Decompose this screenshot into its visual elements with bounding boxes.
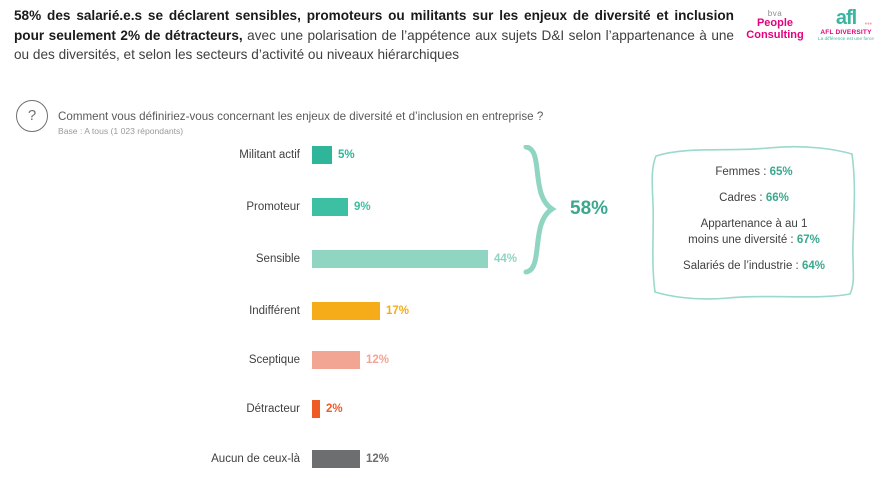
chart-row: [0, 398, 560, 428]
headline-bold: 58% des salarié.e.s se déclarent sensibles, promoteurs ou militants sur les enjeux de diversité et inclusion pour seulement 2% de détracteurs,: [14, 8, 734, 43]
afl-logo-mark: afl: [835, 7, 857, 29]
bar-chart: [0, 140, 560, 475]
afl-logo-name: AFL DIVERSITY: [820, 29, 872, 36]
chart-row: [0, 349, 560, 379]
callout-item: [648, 260, 860, 272]
bva-logo-consulting: Consulting: [746, 28, 804, 41]
brace-icon: [518, 145, 564, 275]
chart-row: [0, 300, 560, 330]
callout-item: [648, 192, 860, 204]
bar-category-label: Militant actif: [239, 149, 300, 161]
callout-item-label: moins une diversité :: [688, 234, 794, 246]
callout-item: [648, 234, 860, 246]
bar-category-label: Sceptique: [248, 354, 300, 366]
afl-logo-dots-icon: •••: [864, 21, 872, 28]
bar-rect: [312, 450, 360, 468]
bar-rect: [312, 146, 332, 164]
afl-diversity-logo: [818, 8, 874, 41]
base-text: Base : A tous (1 023 répondants): [58, 126, 184, 136]
bar-rect: [312, 250, 488, 268]
page-title: [14, 6, 734, 65]
chart-row: [0, 448, 560, 478]
bar-value-label: 5%: [338, 149, 355, 161]
callout-item-label: Femmes :: [715, 166, 767, 178]
header: [0, 0, 883, 92]
chart-row: [0, 196, 560, 226]
callout-item: [648, 218, 860, 230]
bar-rect: [312, 400, 320, 418]
bar-category-label: Promoteur: [246, 201, 300, 213]
bar-value-label: 17%: [386, 305, 410, 317]
callout-item: [648, 166, 860, 178]
bva-logo: [745, 10, 805, 41]
callout-item-label: Salariés de l’industrie :: [683, 260, 799, 272]
callout-item-value: 66%: [765, 192, 789, 204]
callout-item-label: Cadres :: [719, 192, 763, 204]
bar-value-label: 2%: [326, 403, 343, 415]
headline-rest: avec une polarisation de l’appétence aux sujets D&I selon l’appartenance à une ou des diversités, et selon les secteurs d’activité ou niveaux hiérarchiques: [14, 27, 734, 63]
callout-item-label: Appartenance à au 1: [700, 218, 808, 230]
afl-logo-tagline: La différence est une force: [818, 36, 874, 41]
question-text: Comment vous définiriez-vous concernant les enjeux de diversité et d’inclusion en entreprise ?: [58, 110, 544, 123]
callout-item-value: 67%: [796, 234, 820, 246]
bar-rect: [312, 351, 360, 369]
total-percentage-label: 58%: [570, 198, 609, 219]
bar-category-label: Aucun de ceux-là: [211, 453, 300, 465]
bar-value-label: 12%: [366, 453, 390, 465]
bar-category-label: Sensible: [255, 253, 300, 265]
bar-value-label: 12%: [366, 354, 390, 366]
bar-category-label: Indifférent: [249, 305, 300, 317]
callout-lines: [648, 142, 860, 304]
bar-category-label: Détracteur: [246, 403, 300, 415]
bar-rect: [312, 302, 380, 320]
callout-box: [648, 142, 860, 304]
bar-rect: [312, 198, 348, 216]
callout-item-value: 64%: [801, 260, 825, 272]
callout-item-value: 65%: [769, 166, 793, 178]
chart-row: [0, 144, 560, 174]
bar-value-label: 9%: [354, 201, 371, 213]
bva-logo-people: People: [756, 17, 794, 30]
chart-row: [0, 248, 560, 278]
bva-logo-top: bva: [767, 9, 783, 18]
bar-value-label: 44%: [494, 253, 518, 265]
question-mark-icon: ?: [16, 100, 48, 132]
